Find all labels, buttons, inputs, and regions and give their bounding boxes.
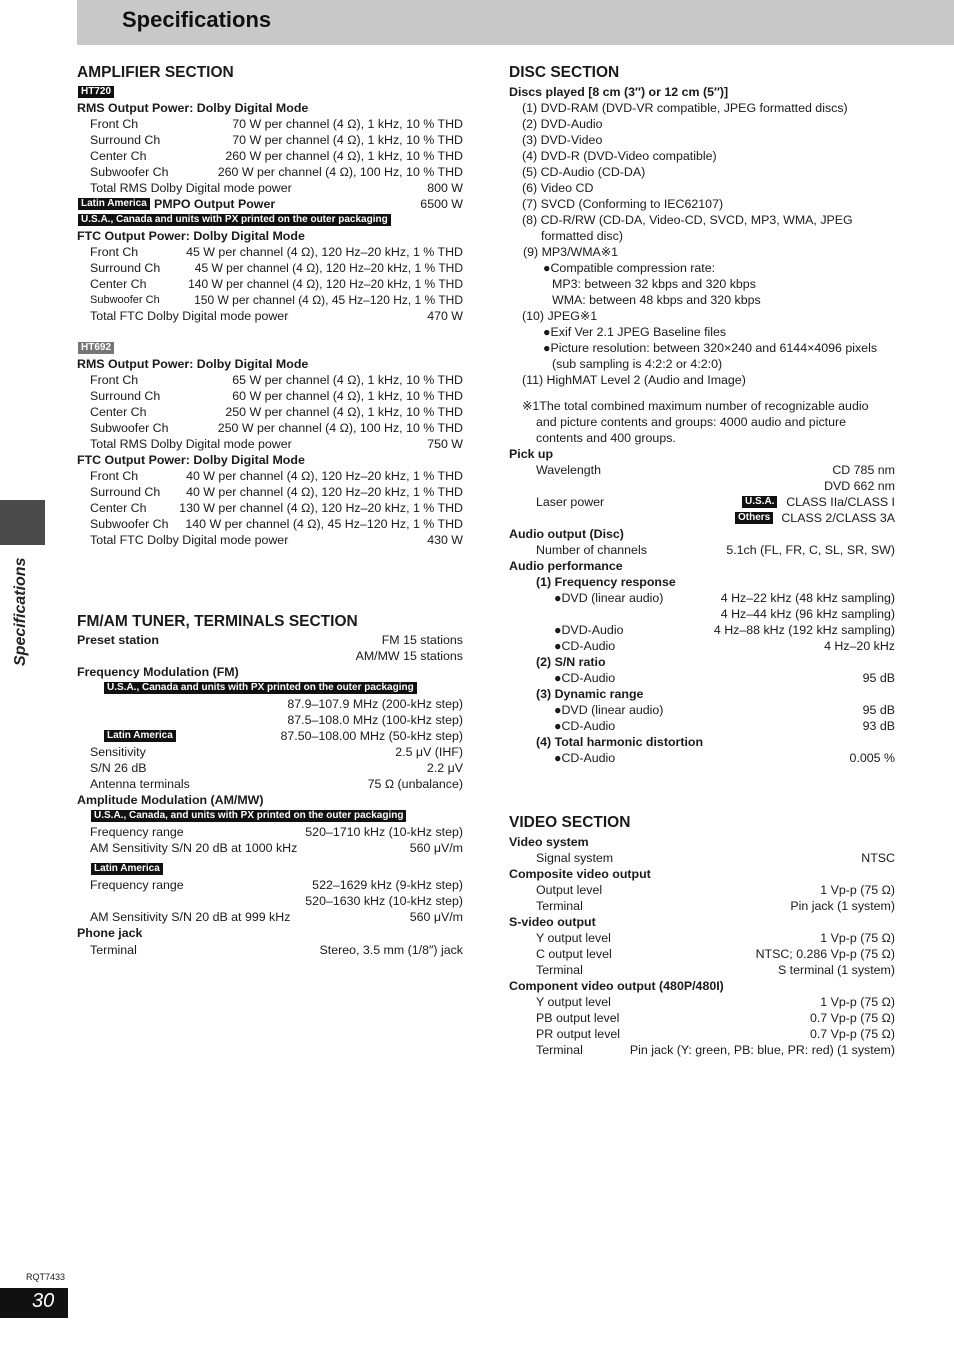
svideo-heading: S-video output — [509, 915, 596, 929]
ht692-rms-row-value: 750 W — [427, 437, 463, 451]
thd-heading: (4) Total harmonic distortion — [536, 735, 704, 749]
ht720-rms-row-label: Center Ch — [90, 149, 147, 163]
freq-row-label: ●DVD-Audio — [554, 623, 624, 637]
phone-label: Terminal — [90, 943, 137, 957]
audio-output-heading: Audio output (Disc) — [509, 527, 624, 541]
discs-played-heading: Discs played [8 cm (3″) or 12 cm (5″)] — [509, 85, 729, 99]
ht692-rms-row-label: Subwoofer Ch — [90, 421, 169, 435]
svideo-row-label: Y output level — [536, 931, 611, 945]
usa-canada-tag: U.S.A., Canada and units with PX printed on the outer packaging — [78, 214, 391, 226]
am-usa-range-label: Frequency range — [90, 825, 184, 839]
freq-row-value: 4 Hz–20 kHz — [824, 639, 895, 653]
model-tag-ht692: HT692 — [78, 342, 114, 354]
disc-note: contents and 400 groups. — [536, 431, 676, 445]
ht692-ftc-row-value: 430 W — [427, 533, 463, 547]
preset-am: AM/MW 15 stations — [355, 649, 463, 663]
ht720-rms-row-value: 260 W per channel (4 Ω), 1 kHz, 10 % THD — [225, 149, 463, 163]
ht720-rms-row-value: 70 W per channel (4 Ω), 1 kHz, 10 % THD — [232, 133, 463, 147]
fm-latin-range: 87.50–108.00 MHz (50-kHz step) — [280, 729, 463, 743]
rms-heading-ht692: RMS Output Power: Dolby Digital Mode — [77, 357, 309, 371]
fm-row-label: S/N 26 dB — [90, 761, 147, 775]
dr-row-label: ●DVD (linear audio) — [554, 703, 664, 717]
laser-others-tag: Others — [735, 512, 773, 524]
component-row-value: 0.7 Vp-p (75 Ω) — [809, 1027, 895, 1041]
am-latin-tag: Latin America — [91, 863, 163, 875]
svideo-row-value: 1 Vp-p (75 Ω) — [820, 931, 895, 945]
thd-row-label: ●CD-Audio — [554, 751, 616, 765]
phone-value: Stereo, 3.5 mm (1/8″) jack — [319, 943, 463, 957]
component-row-label: PR output level — [536, 1027, 621, 1041]
fm-heading: Frequency Modulation (FM) — [77, 665, 239, 679]
page-number-box — [0, 1288, 68, 1318]
amplifier-heading: AMPLIFIER SECTION — [77, 64, 234, 81]
pmpo-value: 6500 W — [420, 197, 463, 211]
ht692-ftc-row-label: Total FTC Dolby Digital mode power — [90, 533, 289, 547]
ht692-ftc-row-value: 130 W per channel (4 Ω), 120 Hz–20 kHz, 1 % THD — [179, 501, 463, 515]
ht720-ftc-row-value: 470 W — [427, 309, 463, 323]
component-row-value: 0.7 Vp-p (75 Ω) — [809, 1011, 895, 1025]
laser-label: Laser power — [536, 495, 605, 509]
ht692-rms-row-value: 65 W per channel (4 Ω), 1 kHz, 10 % THD — [232, 373, 463, 387]
am-lat-range-2: 520–1630 kHz (10-kHz step) — [305, 894, 463, 908]
tuner-heading: FM/AM TUNER, TERMINALS SECTION — [77, 613, 358, 630]
dr-row-value: 95 dB — [862, 703, 895, 717]
fm-usa-range-1: 87.9–107.9 MHz (200-kHz step) — [287, 697, 463, 711]
ht692-rms-row-label: Front Ch — [90, 373, 139, 387]
ht720-ftc-row-value: 45 W per channel (4 Ω), 120 Hz–20 kHz, 1 % THD — [186, 245, 463, 259]
disc-item: (3) DVD-Video — [522, 133, 603, 147]
composite-row-value: 1 Vp-p (75 Ω) — [820, 883, 895, 897]
ht692-rms-row-value: 250 W per channel (4 Ω), 100 Hz, 10 % THD — [217, 421, 463, 435]
fm-latin-tag: Latin America — [104, 730, 176, 742]
svideo-row-label: C output level — [536, 947, 612, 961]
ht720-rms-row-label: Front Ch — [90, 117, 139, 131]
sn-ratio-heading: (2) S/N ratio — [536, 655, 606, 669]
freq-row-label: ●DVD (linear audio) — [554, 591, 664, 605]
disc-item: MP3: between 32 kbps and 320 kbps — [552, 277, 756, 291]
am-lat-sens-label: AM Sensitivity S/N 20 dB at 999 kHz — [90, 910, 291, 924]
ht692-ftc-row-label: Front Ch — [90, 469, 139, 483]
am-usa-sens-label: AM Sensitivity S/N 20 dB at 1000 kHz — [90, 841, 298, 855]
am-lat-sens: 560 μV/m — [409, 910, 463, 924]
disc-item: (sub sampling is 4:2:2 or 4:2:0) — [552, 357, 723, 371]
side-label: Specifications — [12, 557, 29, 666]
ftc-heading-ht692: FTC Output Power: Dolby Digital Mode — [77, 453, 305, 467]
svideo-row-value: NTSC; 0.286 Vp-p (75 Ω) — [755, 947, 895, 961]
dynamic-range-heading: (3) Dynamic range — [536, 687, 644, 701]
disc-item: (10) JPEG※1 — [522, 309, 598, 323]
pmpo-label: PMPO Output Power — [154, 197, 276, 211]
model-tag-ht720: HT720 — [78, 86, 114, 98]
am-heading: Amplitude Modulation (AM/MW) — [77, 793, 264, 807]
composite-row-label: Output level — [536, 883, 603, 897]
ht720-ftc-row-label: Subwoofer Ch — [90, 294, 160, 306]
disc-item: (8) CD-R/RW (CD-DA, Video-CD, SVCD, MP3, WMA, JPEG — [522, 213, 853, 227]
composite-row-label: Terminal — [536, 899, 583, 913]
fm-row-label: Antenna terminals — [90, 777, 190, 791]
preset-fm: FM 15 stations — [381, 633, 463, 647]
sn-row-label: ●CD-Audio — [554, 671, 616, 685]
doc-code: RQT7433 — [26, 1272, 66, 1282]
am-lat-range-1: 522–1629 kHz (9-kHz step) — [312, 878, 463, 892]
disc-item: formatted disc) — [541, 229, 623, 243]
ht720-ftc-row-label: Total FTC Dolby Digital mode power — [90, 309, 289, 323]
wavelength-cd: CD 785 nm — [832, 463, 895, 477]
side-tab-marker — [0, 500, 45, 545]
ht720-rms-row-label: Subwoofer Ch — [90, 165, 169, 179]
phone-heading: Phone jack — [77, 926, 143, 940]
am-lat-range-label: Frequency range — [90, 878, 184, 892]
disc-item: (5) CD-Audio (CD-DA) — [522, 165, 646, 179]
laser-others-value: CLASS 2/CLASS 3A — [781, 511, 895, 525]
ht692-ftc-row-value: 40 W per channel (4 Ω), 120 Hz–20 kHz, 1 % THD — [186, 485, 463, 499]
component-row-label: Terminal — [536, 1043, 583, 1057]
disc-item: WMA: between 48 kbps and 320 kbps — [552, 293, 761, 307]
disc-item: (7) SVCD (Conforming to IEC62107) — [522, 197, 724, 211]
frequency-response-heading: (1) Frequency response — [536, 575, 676, 589]
freq-row-value: 4 Hz–22 kHz (48 kHz sampling) — [720, 591, 895, 605]
ht720-ftc-row-label: Surround Ch — [90, 261, 161, 275]
composite-row-value: Pin jack (1 system) — [790, 899, 895, 913]
video-system-row-label: Signal system — [536, 851, 614, 865]
component-row-label: PB output level — [536, 1011, 620, 1025]
disc-item: ●Exif Ver 2.1 JPEG Baseline files — [543, 325, 727, 339]
dr-row-label: ●CD-Audio — [554, 719, 616, 733]
am-usa-range: 520–1710 kHz (10-kHz step) — [305, 825, 463, 839]
pickup-heading: Pick up — [509, 447, 554, 461]
ht720-ftc-row-label: Front Ch — [90, 245, 139, 259]
ht720-rms-row-value: 70 W per channel (4 Ω), 1 kHz, 10 % THD — [232, 117, 463, 131]
component-heading: Component video output (480P/480I) — [509, 979, 724, 993]
fm-usa-range-2: 87.5–108.0 MHz (100-kHz step) — [287, 713, 463, 727]
ht720-ftc-row-label: Center Ch — [90, 277, 147, 291]
svideo-row-value: S terminal (1 system) — [777, 963, 895, 977]
ht692-ftc-row-label: Subwoofer Ch — [90, 517, 169, 531]
disc-item: (11) HighMAT Level 2 (Audio and Image) — [522, 373, 746, 387]
laser-usa-tag: U.S.A. — [742, 496, 777, 508]
disc-heading: DISC SECTION — [509, 64, 620, 81]
fm-row-value: 2.5 μV (IHF) — [395, 745, 463, 759]
am-usa-tag: U.S.A., Canada, and units with PX printed on the outer packaging — [91, 810, 406, 822]
ftc-heading: FTC Output Power: Dolby Digital Mode — [77, 229, 305, 243]
ht692-ftc-row-value: 40 W per channel (4 Ω), 120 Hz–20 kHz, 1 % THD — [186, 469, 463, 483]
laser-usa-value: CLASS IIa/CLASS I — [786, 495, 895, 509]
ht720-rms-row-label: Surround Ch — [90, 133, 161, 147]
ht692-rms-row-value: 250 W per channel (4 Ω), 1 kHz, 10 % THD — [225, 405, 463, 419]
am-usa-sens: 560 μV/m — [409, 841, 463, 855]
ht692-rms-row-label: Center Ch — [90, 405, 147, 419]
disc-note: ※1The total combined maximum number of recognizable audio — [522, 399, 869, 413]
freq-row-label: ●CD-Audio — [554, 639, 616, 653]
ht692-rms-row-label: Surround Ch — [90, 389, 161, 403]
ht720-rms-row-value: 800 W — [427, 181, 463, 195]
disc-item: (2) DVD-Audio — [522, 117, 603, 131]
video-system-heading: Video system — [509, 835, 589, 849]
composite-heading: Composite video output — [509, 867, 651, 881]
freq-row-value: 4 Hz–88 kHz (192 kHz sampling) — [713, 623, 895, 637]
ht720-ftc-row-value: 150 W per channel (4 Ω), 45 Hz–120 Hz, 1 % THD — [194, 293, 463, 307]
ht692-ftc-row-value: 140 W per channel (4 Ω), 45 Hz–120 Hz, 1 % THD — [185, 517, 463, 531]
disc-item: (6) Video CD — [522, 181, 594, 195]
ht720-rms-row-value: 260 W per channel (4 Ω), 100 Hz, 10 % THD — [217, 165, 463, 179]
wavelength-label: Wavelength — [536, 463, 601, 477]
ht720-ftc-row-value: 140 W per channel (4 Ω), 120 Hz–20 kHz, 1 % THD — [188, 277, 463, 291]
ht692-ftc-row-label: Surround Ch — [90, 485, 161, 499]
channels-value: 5.1ch (FL, FR, C, SL, SR, SW) — [726, 543, 895, 557]
disc-item: ●Compatible compression rate: — [543, 261, 716, 275]
ht692-rms-row-label: Total RMS Dolby Digital mode power — [90, 437, 292, 451]
video-heading: VIDEO SECTION — [509, 814, 631, 831]
fm-row-label: Sensitivity — [90, 745, 146, 759]
component-row-label: Y output level — [536, 995, 611, 1009]
channels-label: Number of channels — [536, 543, 647, 557]
audio-performance-heading: Audio performance — [509, 559, 623, 573]
disc-note: and picture contents and groups: 4000 audio and picture — [536, 415, 846, 429]
dr-row-value: 93 dB — [862, 719, 895, 733]
ht720-rms-row-label: Total RMS Dolby Digital mode power — [90, 181, 292, 195]
fm-row-value: 2.2 μV — [426, 761, 463, 775]
video-system-row-value: NTSC — [861, 851, 895, 865]
ht720-ftc-row-value: 45 W per channel (4 Ω), 120 Hz–20 kHz, 1 % THD — [194, 261, 463, 275]
latin-america-tag: Latin America — [78, 198, 150, 210]
page-title: Specifications — [122, 7, 272, 32]
disc-item: (1) DVD-RAM (DVD-VR compatible, JPEG formatted discs) — [522, 101, 848, 115]
freq-row-value: 4 Hz–44 kHz (96 kHz sampling) — [720, 607, 895, 621]
sn-row-value: 95 dB — [862, 671, 895, 685]
component-row-value: 1 Vp-p (75 Ω) — [820, 995, 895, 1009]
ht692-rms-row-value: 60 W per channel (4 Ω), 1 kHz, 10 % THD — [232, 389, 463, 403]
fm-row-value: 75 Ω (unbalance) — [367, 777, 463, 791]
ht692-ftc-row-label: Center Ch — [90, 501, 147, 515]
disc-item: (9) MP3/WMA※1 — [523, 245, 619, 259]
page-number: 30 — [32, 1290, 55, 1312]
svideo-row-label: Terminal — [536, 963, 583, 977]
component-row-value: Pin jack (Y: green, PB: blue, PR: red) (1 system) — [629, 1043, 895, 1057]
preset-label: Preset station — [77, 633, 159, 647]
header-bar — [77, 0, 954, 45]
thd-row-value: 0.005 % — [849, 751, 895, 765]
fm-usa-tag: U.S.A., Canada and units with PX printed on the outer packaging — [104, 682, 417, 694]
disc-item: (4) DVD-R (DVD-Video compatible) — [522, 149, 717, 163]
wavelength-dvd: DVD 662 nm — [824, 479, 895, 493]
disc-item: ●Picture resolution: between 320×240 and 6144×4096 pixels — [543, 341, 878, 355]
rms-heading: RMS Output Power: Dolby Digital Mode — [77, 101, 309, 115]
